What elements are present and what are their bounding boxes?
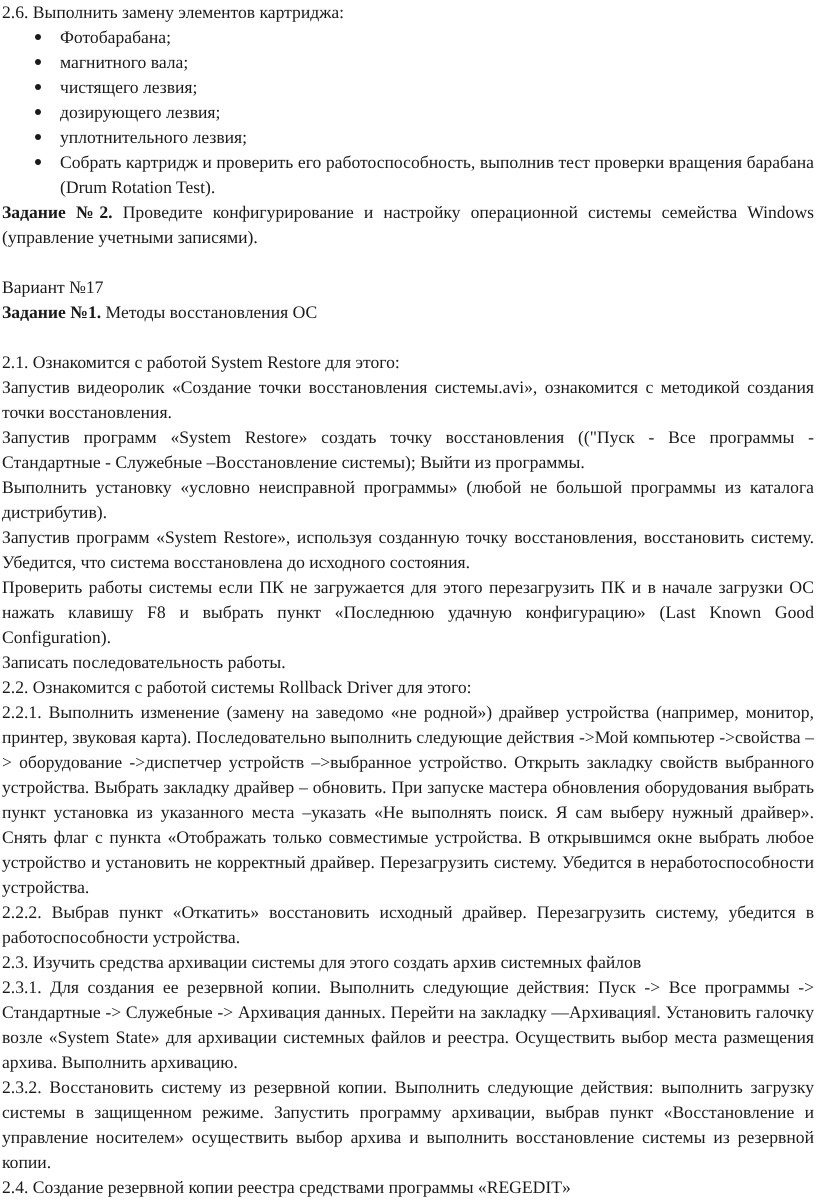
list-item [2,125,814,150]
blank-line [2,325,814,350]
list-item [2,50,814,75]
list-item-text: дозирующего лезвия; [60,102,221,122]
list-item [2,75,814,100]
section-2-6-heading: 2.6. Выполнить замену элементов картриджа: [2,2,345,22]
list-item [2,25,814,50]
paragraph-2-1: 2.1. Ознакомится с работой System Restore для этого: [2,352,400,372]
list-item-text: уплотнительного лезвия; [60,127,248,147]
paragraph-2-2-1: 2.2.1. Выполнить изменение (замену на заведомо «не родной») драйвер устройства (например, монитор, принтер, звуковая карта). Последовательно выполнить следующие действия ->Мой компьютер ->свойства –> оборудование ->диспетчер устройств –>выбранное устройство. Открыть закладку свойств выбранного устройства. Выбрать закладку драйвер – обновить. При запуске мастера обновления оборудования выбрать пункт установка из указанного места –указать «Не выполнять поиск. Я сам выберу нужный драйвер». Снять флаг с пункта «Отображать только совместимые устройства. В открывшимся окне выбрать любое устройство и установить не корректный драйвер. Перезагрузить систему. Убедится в неработоспособности устройства. [2,702,814,897]
bullet-icon [32,100,44,125]
cartridge-elements-list [2,25,814,200]
task-2-text: Проведите конфигурирование и настройку операционной системы семейства Windows (управление учетными записями). [2,202,815,247]
bullet-icon [32,150,44,175]
paragraph-2-2: 2.2. Ознакомится с работой системы Rollback Driver для этого: [2,677,472,697]
paragraph-2-3-1: 2.3.1. Для создания ее резервной копии. Выполнить следующие действия: Пуск -> Все программы -> Стандартные -> Служебные -> Архивация данных. Перейти на закладку ―Архивация‖. Установить галочку возле «System State» для архивации системных файлов и реестра. Осуществить выбор места размещения архива. Выполнить архивацию. [2,977,814,1072]
task-1-text: Методы восстановления ОС [101,302,318,322]
list-item-text: магнитного вала; [60,52,189,72]
paragraph-2-3-2: 2.3.2. Восстановить систему из резервной копии. Выполнить следующие действия: выполнить загрузку системы в защищенном режиме. Запустить программу архивации, выбрав пункт «Восстановление и управление носителем» осуществить выбор архива и выполнить восстановление системы из резервной копии. [2,1077,814,1172]
paragraph-restore-system: Запустив программ «System Restore», используя созданную точку восстановления, восстановить систему. Убедится, что система восстановлена до исходного состояния. [2,527,814,572]
blank-line [2,250,814,275]
list-item-text: Фотобарабана; [60,27,171,47]
paragraph-2-2-2: 2.2.2. Выбрав пункт «Откатить» восстановить исходный драйвер. Перезагрузить систему, убедится в работоспособности устройства. [2,902,814,947]
paragraph-video: Запустив видеоролик «Создание точки восстановления системы.avi», ознакомится с методикой создания точки восстановления. [2,377,814,422]
bullet-icon [32,75,44,100]
list-item [2,150,814,200]
bullet-icon [32,25,44,50]
paragraph-record-sequence: Записать последовательность работы. [2,652,286,672]
task-2-label: Задание №2. [2,202,113,222]
paragraph-create-restore-point: Запустив программ «System Restore» создать точку восстановления (("Пуск - Все программы - Стандартные - Служебные –Восстановление системы); Выйти из программы. [2,427,814,472]
task-1-paragraph [2,300,814,325]
list-item-text: чистящего лезвия; [60,77,198,97]
variant-heading: Вариант №17 [2,277,104,297]
task-1-label: Задание №1. [2,302,102,322]
bullet-icon [32,50,44,75]
paragraph-install-program: Выполнить установку «условно неисправной программы» (любой не большой программы из каталога дистрибутив). [2,477,814,522]
list-item-text: Собрать картридж и проверить его работоспособность, выполнив тест проверки вращения барабана (Drum Rotation Test). [60,152,814,197]
task-2-paragraph [2,200,814,250]
paragraph-last-known-good: Проверить работы системы если ПК не загружается для этого перезагрузить ПК и в начале загрузки ОС нажать клавишу F8 и выбрать пункт «Последнюю удачную конфигурацию» (Last Known Good Configuration). [2,577,814,647]
bullet-icon [32,125,44,150]
paragraph-2-4: 2.4. Создание резервной копии реестра средствами программы «REGEDIT» [2,1177,571,1197]
paragraph-2-3: 2.3. Изучить средства архивации системы для этого создать архив системных файлов [2,952,642,972]
list-item [2,100,814,125]
